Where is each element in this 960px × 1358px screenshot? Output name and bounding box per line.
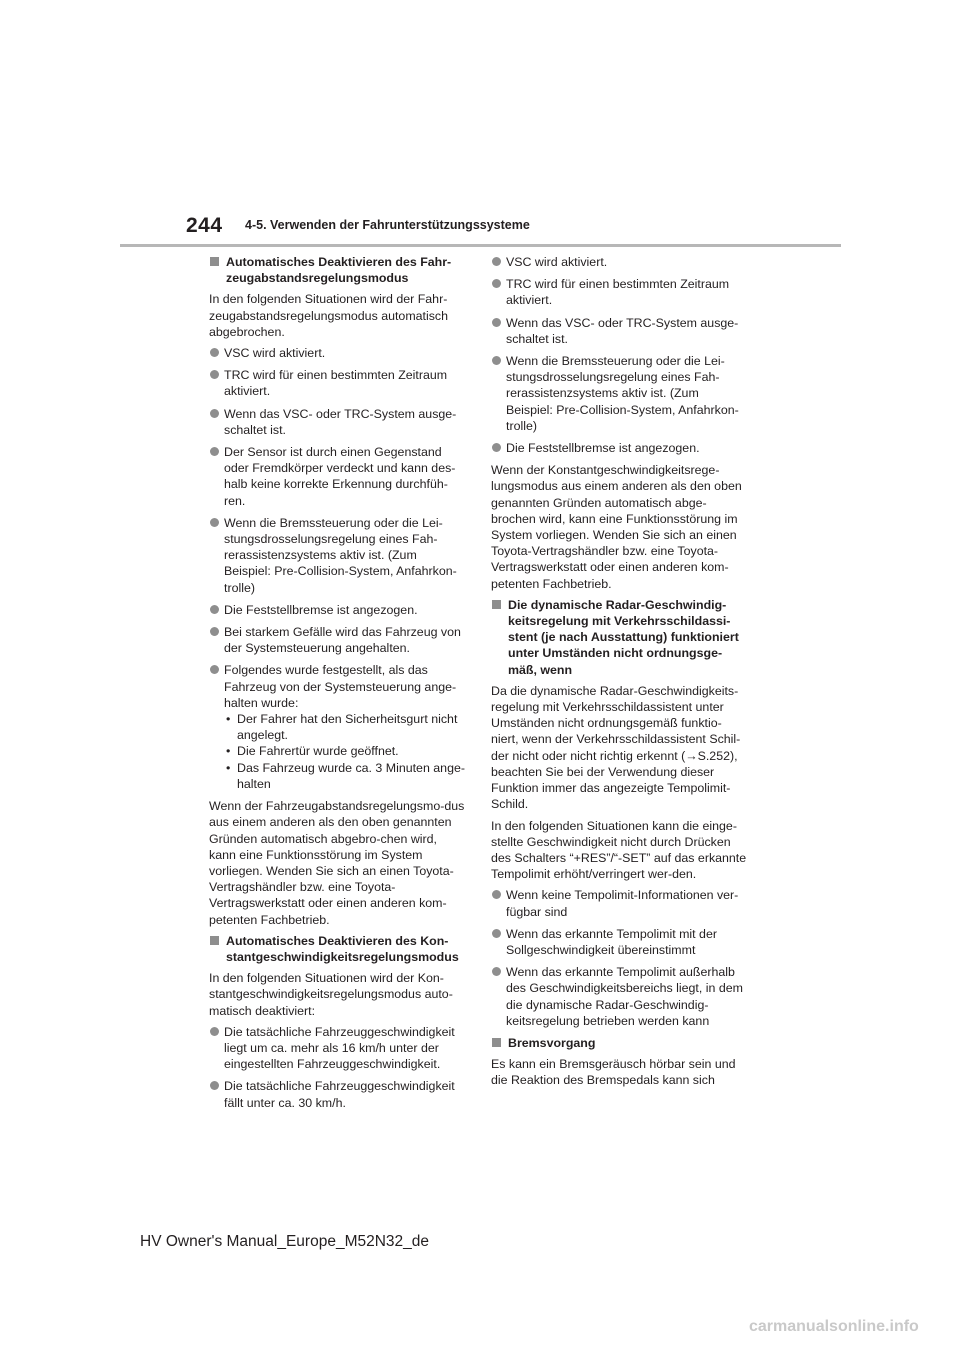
circle-bullet-icon: [492, 967, 501, 976]
sub-list-item-text: Das Fahrzeug wurde ca. 3 Minuten ange-halten: [237, 760, 465, 791]
list-item-text: Wenn das erkannte Tempolimit außerhalb des Geschwindigkeitsbereichs liegt, in dem die dynamische Radar-Geschwindig-keitsregelung betrieben werden kann: [506, 965, 743, 1028]
list-item: [491, 254, 748, 270]
circle-bullet-icon: [210, 447, 219, 456]
heading-cruise-mode-cancel: [209, 933, 466, 965]
list-item-text: TRC wird für einen bestimmten Zeitraum aktiviert.: [506, 277, 730, 308]
list-item: [491, 926, 748, 958]
heading-road-sign-assist: [491, 597, 748, 678]
list-item: [491, 887, 748, 919]
circle-bullet-icon: [492, 443, 501, 452]
list-item: [209, 367, 466, 399]
paragraph: Da die dynamische Radar-Geschwindigkeits-regelung mit Verkehrsschildassistent unter Umständen nicht ordnungsgemäß funktio-niert, wenn der Verkehrsschildassistent Schil-der nicht oder nicht richtig erkennt (→S.252), beachten Sie bei der Verwendung dieser Funktion immer das angezeigte Tempolimit-Schild.: [491, 683, 741, 812]
list-item: [209, 602, 466, 618]
list-item: [491, 276, 748, 308]
list-item: [209, 345, 466, 361]
list-item: [209, 515, 466, 596]
circle-bullet-icon: [210, 605, 219, 614]
sub-list-item: [224, 711, 466, 743]
circle-bullet-icon: [210, 665, 219, 674]
list-item: [491, 440, 748, 456]
footer-manual-id: HV Owner's Manual_Europe_M52N32_de: [140, 1233, 430, 1250]
list-item-text: Die Feststellbremse ist angezogen.: [506, 441, 700, 456]
square-bullet-icon: [210, 936, 219, 945]
list-item: [209, 624, 466, 656]
circle-bullet-icon: [492, 356, 501, 365]
list-item: [209, 406, 466, 438]
watermark: carmanualsonline.info: [749, 1318, 919, 1335]
list-item: [209, 662, 466, 792]
circle-bullet-icon: [210, 409, 219, 418]
sub-list: [224, 711, 466, 792]
list-item-text: Der Sensor ist durch einen Gegenstand oder Fremdkörper verdeckt und kann des-halb keine korrekte Erkennung durchfüh-ren.: [224, 445, 456, 508]
circle-bullet-icon: [210, 348, 219, 357]
paragraph: In den folgenden Situationen wird der Kon-stantgeschwindigkeitsregelungsmodus auto-matisch deaktiviert:: [209, 971, 453, 1018]
circle-bullet-icon: [492, 929, 501, 938]
square-bullet-icon: [492, 600, 501, 609]
circle-bullet-icon: [210, 627, 219, 636]
list-item-text: VSC wird aktiviert.: [506, 255, 608, 269]
list-item-text: Wenn die Bremssteuerung oder die Lei-stungsdrosselungsregelung eines Fah-rerassistenzsystems aktiv ist. (Zum Beispiel: Pre-Collision-System, Anfahrkon-trolle): [224, 515, 457, 595]
heading-braking: [491, 1035, 748, 1051]
heading-text: Die dynamische Radar-Geschwindig-keitsregelung mit Verkehrsschildassi-stent (je nach Ausstattung) funktioniert unter Umständen nicht ordnungsge-mäß, wenn: [508, 597, 739, 677]
list-item: [209, 1024, 466, 1073]
circle-bullet-icon: [492, 890, 501, 899]
list-item: [491, 353, 748, 434]
sub-list-item: [224, 760, 466, 792]
sub-list-item: [224, 743, 466, 759]
list-item-text: Wenn die Bremssteuerung oder die Lei-stungsdrosselungsregelung eines Fah-rerassistenzsystems aktiv ist. (Zum Beispiel: Pre-Collision-System, Anfahrkon-trolle): [506, 354, 739, 433]
heading-text: Bremsvorgang: [508, 1035, 596, 1050]
list-item-text: Wenn keine Tempolimit-Informationen ver-fügbar sind: [506, 888, 739, 919]
heading-text: Automatisches Deaktivieren des Fahr-zeugabstandsregelungsmodus: [226, 255, 452, 286]
square-bullet-icon: [210, 257, 219, 266]
section-title: 4-5. Verwenden der Fahrunterstützungssysteme: [245, 218, 530, 232]
list-item-text: Wenn das VSC- oder TRC-System ausge-schaltet ist.: [506, 315, 739, 346]
circle-bullet-icon: [492, 318, 501, 327]
list-item-text: Die tatsächliche Fahrzeuggeschwindigkeit fällt unter ca. 30 km/h.: [224, 1079, 455, 1110]
circle-bullet-icon: [210, 518, 219, 527]
list-item: [209, 444, 466, 509]
circle-bullet-icon: [492, 279, 501, 288]
paragraph: Es kann ein Bremsgeräusch hörbar sein und die Reaktion des Bremspedals kann sich: [491, 1057, 736, 1088]
sub-list-item-text: Die Fahrertür wurde geöffnet.: [237, 744, 399, 759]
paragraph: In den folgenden Situationen wird der Fahr-zeugabstandsregelungsmodus automatisch abgebrochen.: [209, 292, 449, 339]
paragraph: Wenn der Fahrzeugabstandsregelungsmo-dus aus einem anderen als den oben genannten Gründen automatisch abgebro-chen wird, kann eine Funktionsstörung im System vorliegen. Wenden Sie sich an einen Toyota-Vertragshändler bzw. eine Toyota-Vertragswerkstatt oder einen anderen kom-petenten Fachbetrieb.: [209, 799, 465, 927]
list-item: [491, 964, 748, 1029]
page-number: 244: [186, 214, 223, 237]
circle-bullet-icon: [210, 370, 219, 379]
circle-bullet-icon: [492, 257, 501, 266]
list-item-text: Die Feststellbremse ist angezogen.: [224, 602, 418, 617]
header-divider: [120, 244, 841, 247]
dot-marker: •: [226, 744, 231, 759]
heading-distance-mode-cancel: [209, 254, 466, 286]
dot-marker: •: [226, 712, 231, 727]
paragraph: In den folgenden Situationen kann die einge-stellte Geschwindigkeit nicht durch Drücken des Schalters “+RES”/“-SET” auf das erkannte Tempolimit erhöht/verringert wer-den.: [491, 818, 747, 882]
circle-bullet-icon: [210, 1081, 219, 1090]
list-item-text: Wenn das erkannte Tempolimit mit der Sollgeschwindigkeit übereinstimmt: [506, 926, 717, 957]
dot-marker: •: [226, 760, 231, 775]
list-item-text: Wenn das VSC- oder TRC-System ausge-schaltet ist.: [224, 406, 457, 437]
circle-bullet-icon: [210, 1027, 219, 1036]
square-bullet-icon: [492, 1038, 501, 1047]
sub-list-item-text: Der Fahrer hat den Sicherheitsgurt nicht angelegt.: [237, 712, 458, 743]
left-column: [209, 254, 466, 1117]
list-item: [209, 1078, 466, 1110]
list-item: [491, 315, 748, 347]
list-item-text: Die tatsächliche Fahrzeuggeschwindigkeit liegt um ca. mehr als 16 km/h unter der eingestellten Fahrzeuggeschwindigkeit.: [224, 1024, 455, 1072]
list-item-text: VSC wird aktiviert.: [224, 346, 326, 361]
list-item-text: Folgendes wurde festgestellt, als das Fahrzeug von der Systemsteuerung ange-halten wurde:: [224, 663, 457, 710]
list-item-text: Bei starkem Gefälle wird das Fahrzeug von der Systemsteuerung angehalten.: [224, 625, 461, 656]
heading-text: Automatisches Deaktivieren des Kon-stantgeschwindigkeitsregelungsmodus: [226, 933, 459, 964]
right-column: [491, 254, 748, 1094]
paragraph: Wenn der Konstantgeschwindigkeitsrege-lungsmodus aus einem anderen als den oben genannten Gründen automatisch abge-brochen wird, kann eine Funktionsstörung im System vorliegen. Wenden Sie sich an einen Toyota-Vertragshändler bzw. eine Toyota-Vertragswerkstatt oder einen anderen kom-petenten Fachbetrieb.: [491, 463, 742, 591]
list-item-text: TRC wird für einen bestimmten Zeitraum aktiviert.: [224, 368, 448, 399]
